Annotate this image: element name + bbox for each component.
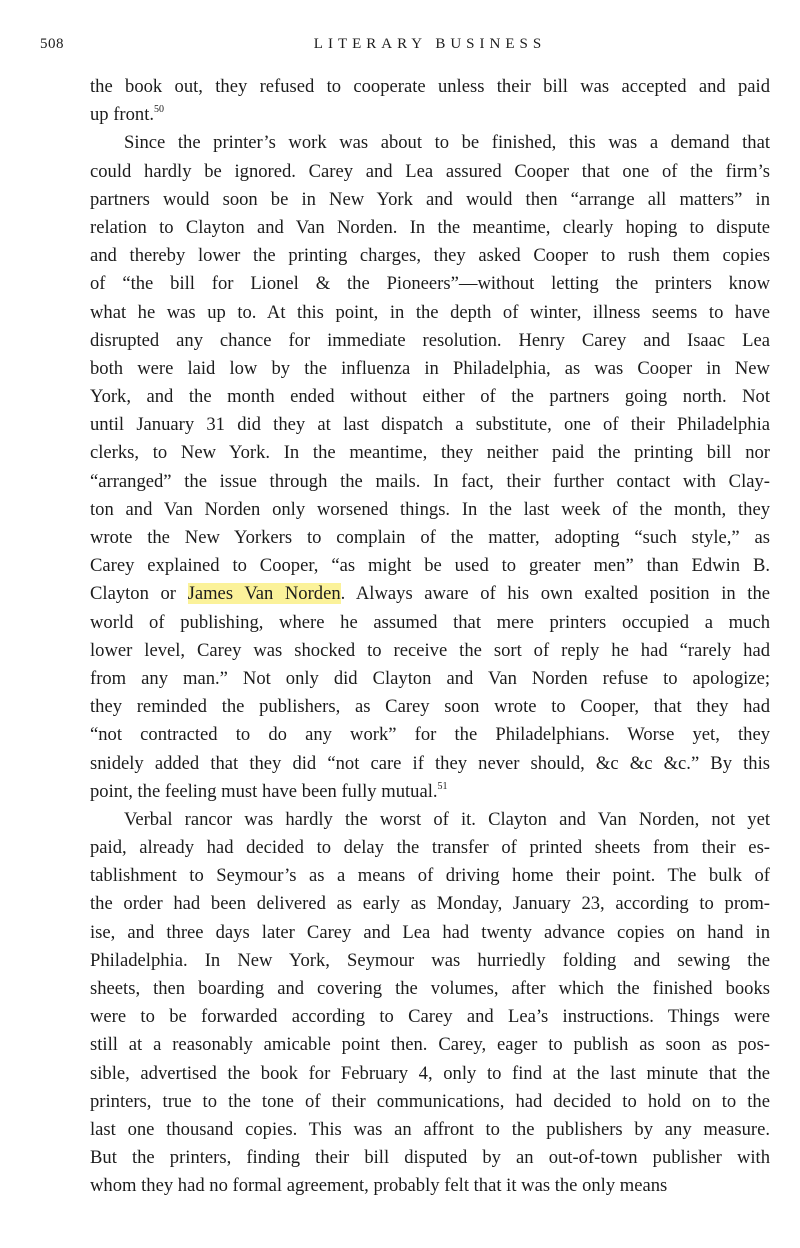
running-head: LITERARY BUSINESS — [313, 36, 547, 52]
highlighted-text[interactable]: James Van Norden — [187, 583, 341, 605]
text-line — [90, 73, 770, 101]
text-line — [90, 214, 770, 242]
line-text: “arranged” the issue through the mails. In fact, their further contact with Clay- — [90, 470, 770, 492]
text-line — [90, 1116, 770, 1144]
line-text: what he was up to. At this point, in the depth of winter, illness seems to have — [90, 301, 770, 323]
text-line — [90, 947, 770, 975]
footnote-ref[interactable]: 50 — [154, 104, 165, 116]
text-line — [90, 778, 770, 806]
text-line — [90, 129, 770, 157]
line-text: clerks, to New York. In the meantime, they neither paid the printing bill nor — [90, 442, 770, 464]
line-text: world of publishing, where he assumed that mere printers occupied a much — [90, 611, 770, 633]
line-text: from any man.” Not only did Clayton and Van Norden refuse to apologize; — [90, 667, 770, 689]
footnote-ref[interactable]: 51 — [437, 780, 448, 792]
line-text: sheets, then boarding and covering the volumes, after which the finished books — [90, 978, 770, 999]
text-line — [90, 637, 770, 665]
line-text: printers, true to the tone of their communications, had decided to hold on to the — [90, 1090, 770, 1112]
text-line — [90, 439, 770, 467]
text-line — [90, 609, 770, 637]
page-number: 508 — [40, 36, 64, 52]
line-text: snidely added that they did “not care if they never should, &c &c &c.” By this — [90, 752, 770, 774]
text-line — [90, 1172, 770, 1200]
text-line — [90, 1003, 770, 1031]
line-text: the book out, they refused to cooperate unless their bill was accepted and paid — [90, 76, 770, 97]
page-header — [0, 36, 800, 60]
line-text: were to be forwarded according to Carey and Lea’s instructions. Things were — [90, 1006, 770, 1028]
paragraph — [90, 806, 770, 1201]
line-text: partners would soon be in New York and would then “arrange all matters” in — [90, 188, 770, 210]
line-text: Since the printer’s work was about to be finished, this was a demand that — [124, 132, 770, 154]
text-line — [90, 693, 770, 721]
line-text: sible, advertised the book for February 4, only to find at the last minute that the — [90, 1062, 770, 1084]
text-line — [90, 890, 770, 918]
paragraph — [90, 73, 770, 129]
text-line — [90, 158, 770, 186]
text-line — [90, 524, 770, 552]
text-line — [90, 299, 770, 327]
line-text: point, the feeling must have been fully mutual. — [90, 780, 438, 802]
line-text: and thereby lower the printing charges, they asked Cooper to rush them copies — [90, 245, 770, 267]
text-line — [90, 496, 770, 524]
text-line — [90, 411, 770, 439]
text-line — [90, 468, 770, 496]
text-line — [90, 355, 770, 383]
text-line — [90, 101, 770, 129]
paragraph — [90, 129, 770, 806]
text-line — [90, 327, 770, 355]
line-text: up front. — [90, 104, 155, 126]
text-line — [90, 552, 770, 580]
line-text-continued: . Always aware of his own exalted position in the — [340, 583, 770, 605]
line-text: last one thousand copies. This was an affront to the publishers by any measure. — [90, 1118, 770, 1140]
text-line — [90, 750, 770, 778]
text-line — [90, 665, 770, 693]
line-text: both were laid low by the influenza in Philadelphia, as was Cooper in New — [90, 357, 770, 379]
text-line — [90, 1031, 770, 1059]
line-text: York, and the month ended without either of the partners going north. Not — [90, 386, 770, 408]
line-text: But the printers, finding their bill disputed by an out-of-town publisher with — [90, 1147, 770, 1169]
line-text: wrote the New Yorkers to complain of the matter, adopting “such style,” as — [90, 527, 770, 548]
line-text: “not contracted to do any work” for the Philadelphians. Worse yet, they — [90, 724, 770, 746]
line-text: Clayton or — [90, 583, 188, 605]
text-line — [90, 862, 770, 890]
line-text: ise, and three days later Carey and Lea had twenty advance copies on hand in — [90, 921, 770, 943]
text-line — [90, 1144, 770, 1172]
text-line — [90, 806, 770, 834]
line-text: Verbal rancor was hardly the worst of it. Clayton and Van Norden, not yet — [124, 808, 770, 830]
text-line — [90, 1088, 770, 1116]
line-text: Philadelphia. In New York, Seymour was hurriedly folding and sewing the — [90, 949, 770, 971]
body-text — [90, 73, 770, 1201]
line-text: still at a reasonably amicable point then. Carey, eager to publish as soon as pos- — [90, 1034, 770, 1056]
line-text: lower level, Carey was shocked to receive the sort of reply he had “rarely had — [90, 639, 770, 661]
text-line — [90, 1060, 770, 1088]
text-line — [90, 270, 770, 298]
text-line — [90, 580, 770, 608]
line-text: Carey explained to Cooper, “as might be used to greater men” than Edwin B. — [90, 555, 770, 577]
line-text: the order had been delivered as early as Monday, January 23, according to prom- — [90, 893, 770, 915]
text-line — [90, 186, 770, 214]
text-line — [90, 834, 770, 862]
text-line — [90, 242, 770, 270]
text-line — [90, 919, 770, 947]
line-text: they reminded the publishers, as Carey soon wrote to Cooper, that they had — [90, 696, 770, 718]
text-line — [90, 721, 770, 749]
line-text: paid, already had decided to delay the transfer of printed sheets from their es- — [90, 837, 770, 859]
line-text: until January 31 did they at last dispatch a substitute, one of their Philadelphia — [90, 414, 770, 436]
line-text: tablishment to Seymour’s as a means of driving home their point. The bulk of — [90, 865, 770, 887]
text-line — [90, 383, 770, 411]
line-text: relation to Clayton and Van Norden. In the meantime, clearly hoping to dispute — [90, 216, 770, 238]
line-text: whom they had no formal agreement, probably felt that it was the only means — [90, 1175, 668, 1197]
text-line — [90, 975, 770, 1003]
line-text: disrupted any chance for immediate resolution. Henry Carey and Isaac Lea — [90, 329, 770, 351]
line-text: could hardly be ignored. Carey and Lea assured Cooper that one of the firm’s — [90, 160, 770, 182]
line-text: of “the bill for Lionel & the Pioneers”—without letting the printers know — [90, 273, 770, 295]
line-text: ton and Van Norden only worsened things. In the last week of the month, they — [90, 498, 770, 520]
